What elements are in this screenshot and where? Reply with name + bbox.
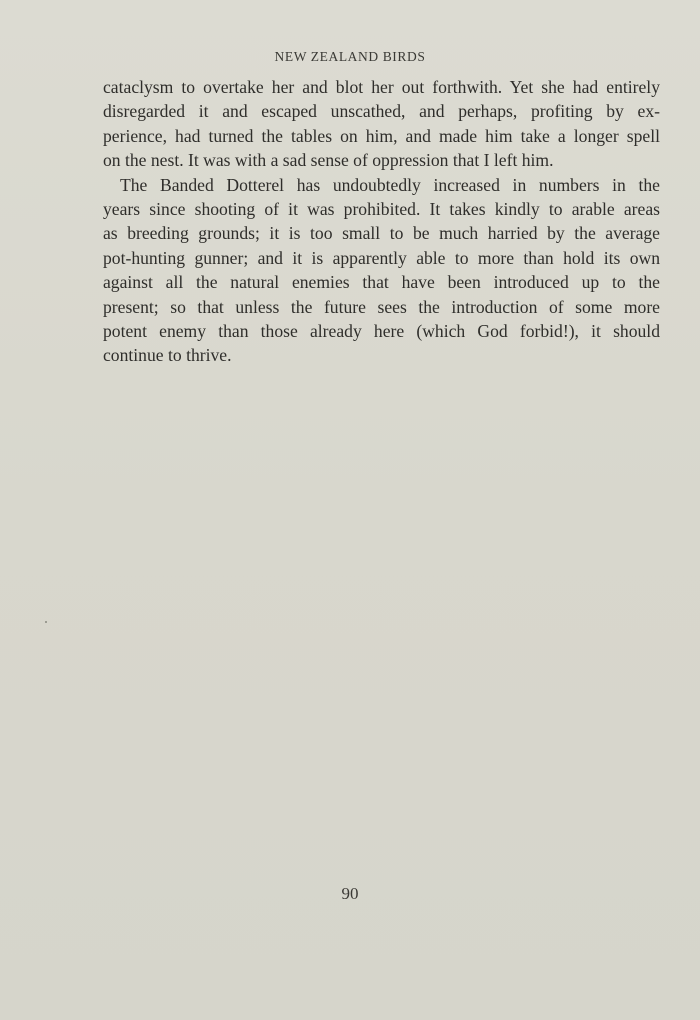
page-number: 90 [341, 884, 359, 903]
text-line: disregarded it and escaped unscathed, and perhaps, profiting by ex- [103, 101, 660, 122]
paragraph-banded-dotterel [103, 173, 660, 368]
body-text [103, 75, 660, 368]
text-line: years since shooting of it was prohibited. It takes kindly to arable areas [103, 199, 660, 220]
running-head: NEW ZEALAND BIRDS [274, 49, 426, 64]
text-line: cataclysm to overtake her and blot her out forthwith. Yet she had entirely [103, 77, 660, 97]
text-line: against all the natural enemies that have been introduced up to the [103, 272, 660, 293]
text-line: The Banded Dotterel has undoubtedly increased in numbers in the [120, 174, 660, 195]
paper-speck [45, 621, 47, 623]
text-line: potent enemy than those already here (which God forbid!), it should [103, 321, 660, 342]
paragraph-continuation [103, 75, 660, 173]
text-line: on the nest. It was with a sad sense of oppression that I left him. [103, 150, 554, 171]
text-line: as breeding grounds; it is too small to be much harried by the average [103, 223, 660, 244]
text-line: perience, had turned the tables on him, and made him take a longer spell [103, 125, 660, 146]
text-line: continue to thrive. [103, 345, 232, 366]
text-line: pot-hunting gunner; and it is apparently able to more than hold its own [103, 247, 660, 268]
text-line: present; so that unless the future sees the introduction of some more [103, 296, 660, 317]
